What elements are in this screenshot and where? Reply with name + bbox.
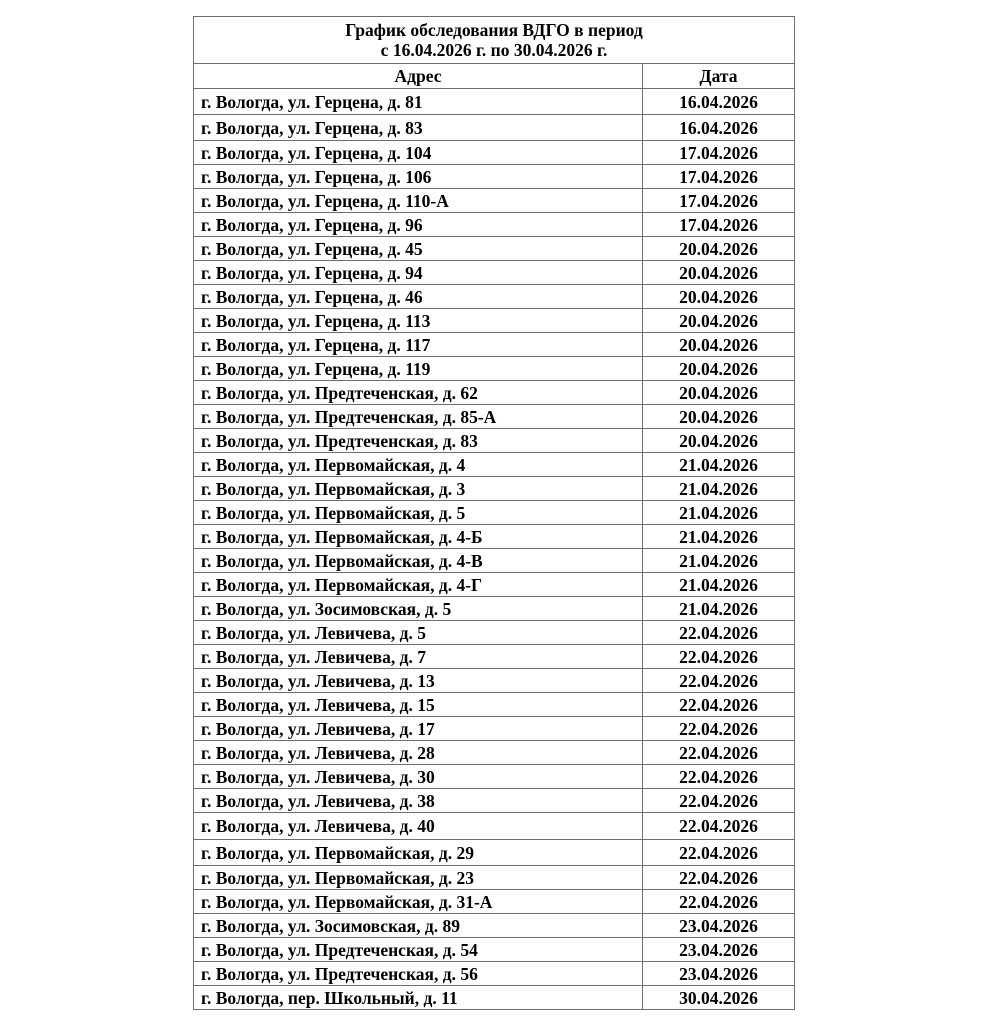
table-row — [194, 986, 795, 1010]
table-row — [194, 669, 795, 693]
table-row — [194, 573, 795, 597]
title-line-2: с 16.04.2026 г. по 30.04.2026 г. — [380, 40, 608, 60]
table-row — [194, 165, 795, 189]
address-cell: г. Вологда, ул. Герцена, д. 46 — [194, 285, 643, 309]
table-row — [194, 840, 795, 866]
date-cell: 21.04.2026 — [643, 549, 795, 573]
address-cell: г. Вологда, ул. Первомайская, д. 3 — [194, 477, 643, 501]
date-cell: 22.04.2026 — [643, 741, 795, 765]
address-cell: г. Вологда, ул. Герцена, д. 104 — [194, 141, 643, 165]
table-row — [194, 141, 795, 165]
table-row — [194, 645, 795, 669]
date-cell: 22.04.2026 — [643, 717, 795, 741]
address-cell: г. Вологда, ул. Герцена, д. 45 — [194, 237, 643, 261]
schedule-document — [193, 16, 794, 1010]
date-cell: 17.04.2026 — [643, 213, 795, 237]
table-row — [194, 405, 795, 429]
address-cell: г. Вологда, ул. Зосимовская, д. 5 — [194, 597, 643, 621]
address-cell: г. Вологда, ул. Герцена, д. 117 — [194, 333, 643, 357]
date-cell: 23.04.2026 — [643, 914, 795, 938]
table-row — [194, 189, 795, 213]
address-cell: г. Вологда, ул. Предтеченская, д. 54 — [194, 938, 643, 962]
address-cell: г. Вологда, ул. Левичева, д. 5 — [194, 621, 643, 645]
table-row — [194, 813, 795, 840]
address-cell: г. Вологда, ул. Герцена, д. 96 — [194, 213, 643, 237]
address-cell: г. Вологда, ул. Предтеченская, д. 83 — [194, 429, 643, 453]
date-cell: 22.04.2026 — [643, 669, 795, 693]
table-row — [194, 285, 795, 309]
table-row — [194, 938, 795, 962]
address-cell: г. Вологда, ул. Предтеченская, д. 62 — [194, 381, 643, 405]
table-row — [194, 962, 795, 986]
address-cell: г. Вологда, ул. Первомайская, д. 4-В — [194, 549, 643, 573]
header-row — [194, 64, 795, 89]
date-cell: 23.04.2026 — [643, 962, 795, 986]
table-row — [194, 453, 795, 477]
address-cell: г. Вологда, ул. Первомайская, д. 23 — [194, 866, 643, 890]
table-row — [194, 890, 795, 914]
date-cell: 17.04.2026 — [643, 165, 795, 189]
column-header-date: Дата — [643, 64, 795, 89]
table-row — [194, 357, 795, 381]
date-cell: 20.04.2026 — [643, 429, 795, 453]
date-cell: 21.04.2026 — [643, 573, 795, 597]
address-cell: г. Вологда, ул. Герцена, д. 119 — [194, 357, 643, 381]
date-cell: 22.04.2026 — [643, 890, 795, 914]
table-row — [194, 309, 795, 333]
table-row — [194, 765, 795, 789]
address-cell: г. Вологда, ул. Левичева, д. 38 — [194, 789, 643, 813]
title-line-1: График обследования ВДГО в период — [345, 20, 643, 40]
table-row — [194, 381, 795, 405]
date-cell: 22.04.2026 — [643, 866, 795, 890]
address-cell: г. Вологда, ул. Левичева, д. 40 — [194, 813, 643, 840]
date-cell: 22.04.2026 — [643, 765, 795, 789]
date-cell: 20.04.2026 — [643, 285, 795, 309]
table-row — [194, 525, 795, 549]
address-cell: г. Вологда, ул. Предтеченская, д. 85-А — [194, 405, 643, 429]
date-cell: 21.04.2026 — [643, 597, 795, 621]
date-cell: 22.04.2026 — [643, 840, 795, 866]
date-cell: 22.04.2026 — [643, 621, 795, 645]
date-cell: 20.04.2026 — [643, 309, 795, 333]
address-cell: г. Вологда, ул. Герцена, д. 94 — [194, 261, 643, 285]
date-cell: 21.04.2026 — [643, 453, 795, 477]
table-row — [194, 866, 795, 890]
table-row — [194, 789, 795, 813]
table-row — [194, 89, 795, 115]
date-cell: 21.04.2026 — [643, 477, 795, 501]
address-cell: г. Вологда, ул. Левичева, д. 17 — [194, 717, 643, 741]
date-cell: 21.04.2026 — [643, 525, 795, 549]
address-cell: г. Вологда, пер. Школьный, д. 11 — [194, 986, 643, 1010]
table-row — [194, 333, 795, 357]
schedule-table — [193, 16, 795, 1010]
table-title — [194, 17, 795, 64]
date-cell: 20.04.2026 — [643, 357, 795, 381]
table-row — [194, 213, 795, 237]
date-cell: 20.04.2026 — [643, 381, 795, 405]
column-header-address: Адрес — [194, 64, 643, 89]
date-cell: 17.04.2026 — [643, 141, 795, 165]
address-cell: г. Вологда, ул. Левичева, д. 28 — [194, 741, 643, 765]
address-cell: г. Вологда, ул. Первомайская, д. 5 — [194, 501, 643, 525]
date-cell: 20.04.2026 — [643, 333, 795, 357]
address-cell: г. Вологда, ул. Левичева, д. 30 — [194, 765, 643, 789]
table-row — [194, 549, 795, 573]
address-cell: г. Вологда, ул. Герцена, д. 110-А — [194, 189, 643, 213]
table-row — [194, 621, 795, 645]
date-cell: 30.04.2026 — [643, 986, 795, 1010]
address-cell: г. Вологда, ул. Левичева, д. 13 — [194, 669, 643, 693]
address-cell: г. Вологда, ул. Герцена, д. 106 — [194, 165, 643, 189]
table-row — [194, 717, 795, 741]
table-row — [194, 597, 795, 621]
date-cell: 22.04.2026 — [643, 789, 795, 813]
address-cell: г. Вологда, ул. Зосимовская, д. 89 — [194, 914, 643, 938]
table-row — [194, 261, 795, 285]
table-row — [194, 429, 795, 453]
address-cell: г. Вологда, ул. Герцена, д. 81 — [194, 89, 643, 115]
date-cell: 20.04.2026 — [643, 405, 795, 429]
table-row — [194, 501, 795, 525]
table-row — [194, 693, 795, 717]
table-row — [194, 914, 795, 938]
address-cell: г. Вологда, ул. Герцена, д. 113 — [194, 309, 643, 333]
table-row — [194, 477, 795, 501]
date-cell: 20.04.2026 — [643, 237, 795, 261]
address-cell: г. Вологда, ул. Предтеченская, д. 56 — [194, 962, 643, 986]
date-cell: 23.04.2026 — [643, 938, 795, 962]
address-cell: г. Вологда, ул. Первомайская, д. 4 — [194, 453, 643, 477]
address-cell: г. Вологда, ул. Герцена, д. 83 — [194, 115, 643, 141]
table-row — [194, 741, 795, 765]
address-cell: г. Вологда, ул. Первомайская, д. 4-Б — [194, 525, 643, 549]
address-cell: г. Вологда, ул. Левичева, д. 7 — [194, 645, 643, 669]
date-cell: 16.04.2026 — [643, 89, 795, 115]
date-cell: 22.04.2026 — [643, 813, 795, 840]
table-row — [194, 115, 795, 141]
date-cell: 22.04.2026 — [643, 645, 795, 669]
title-row — [194, 17, 795, 64]
address-cell: г. Вологда, ул. Левичева, д. 15 — [194, 693, 643, 717]
table-row — [194, 237, 795, 261]
date-cell: 20.04.2026 — [643, 261, 795, 285]
date-cell: 16.04.2026 — [643, 115, 795, 141]
address-cell: г. Вологда, ул. Первомайская, д. 4-Г — [194, 573, 643, 597]
address-cell: г. Вологда, ул. Первомайская, д. 29 — [194, 840, 643, 866]
date-cell: 17.04.2026 — [643, 189, 795, 213]
date-cell: 21.04.2026 — [643, 501, 795, 525]
date-cell: 22.04.2026 — [643, 693, 795, 717]
address-cell: г. Вологда, ул. Первомайская, д. 31-А — [194, 890, 643, 914]
